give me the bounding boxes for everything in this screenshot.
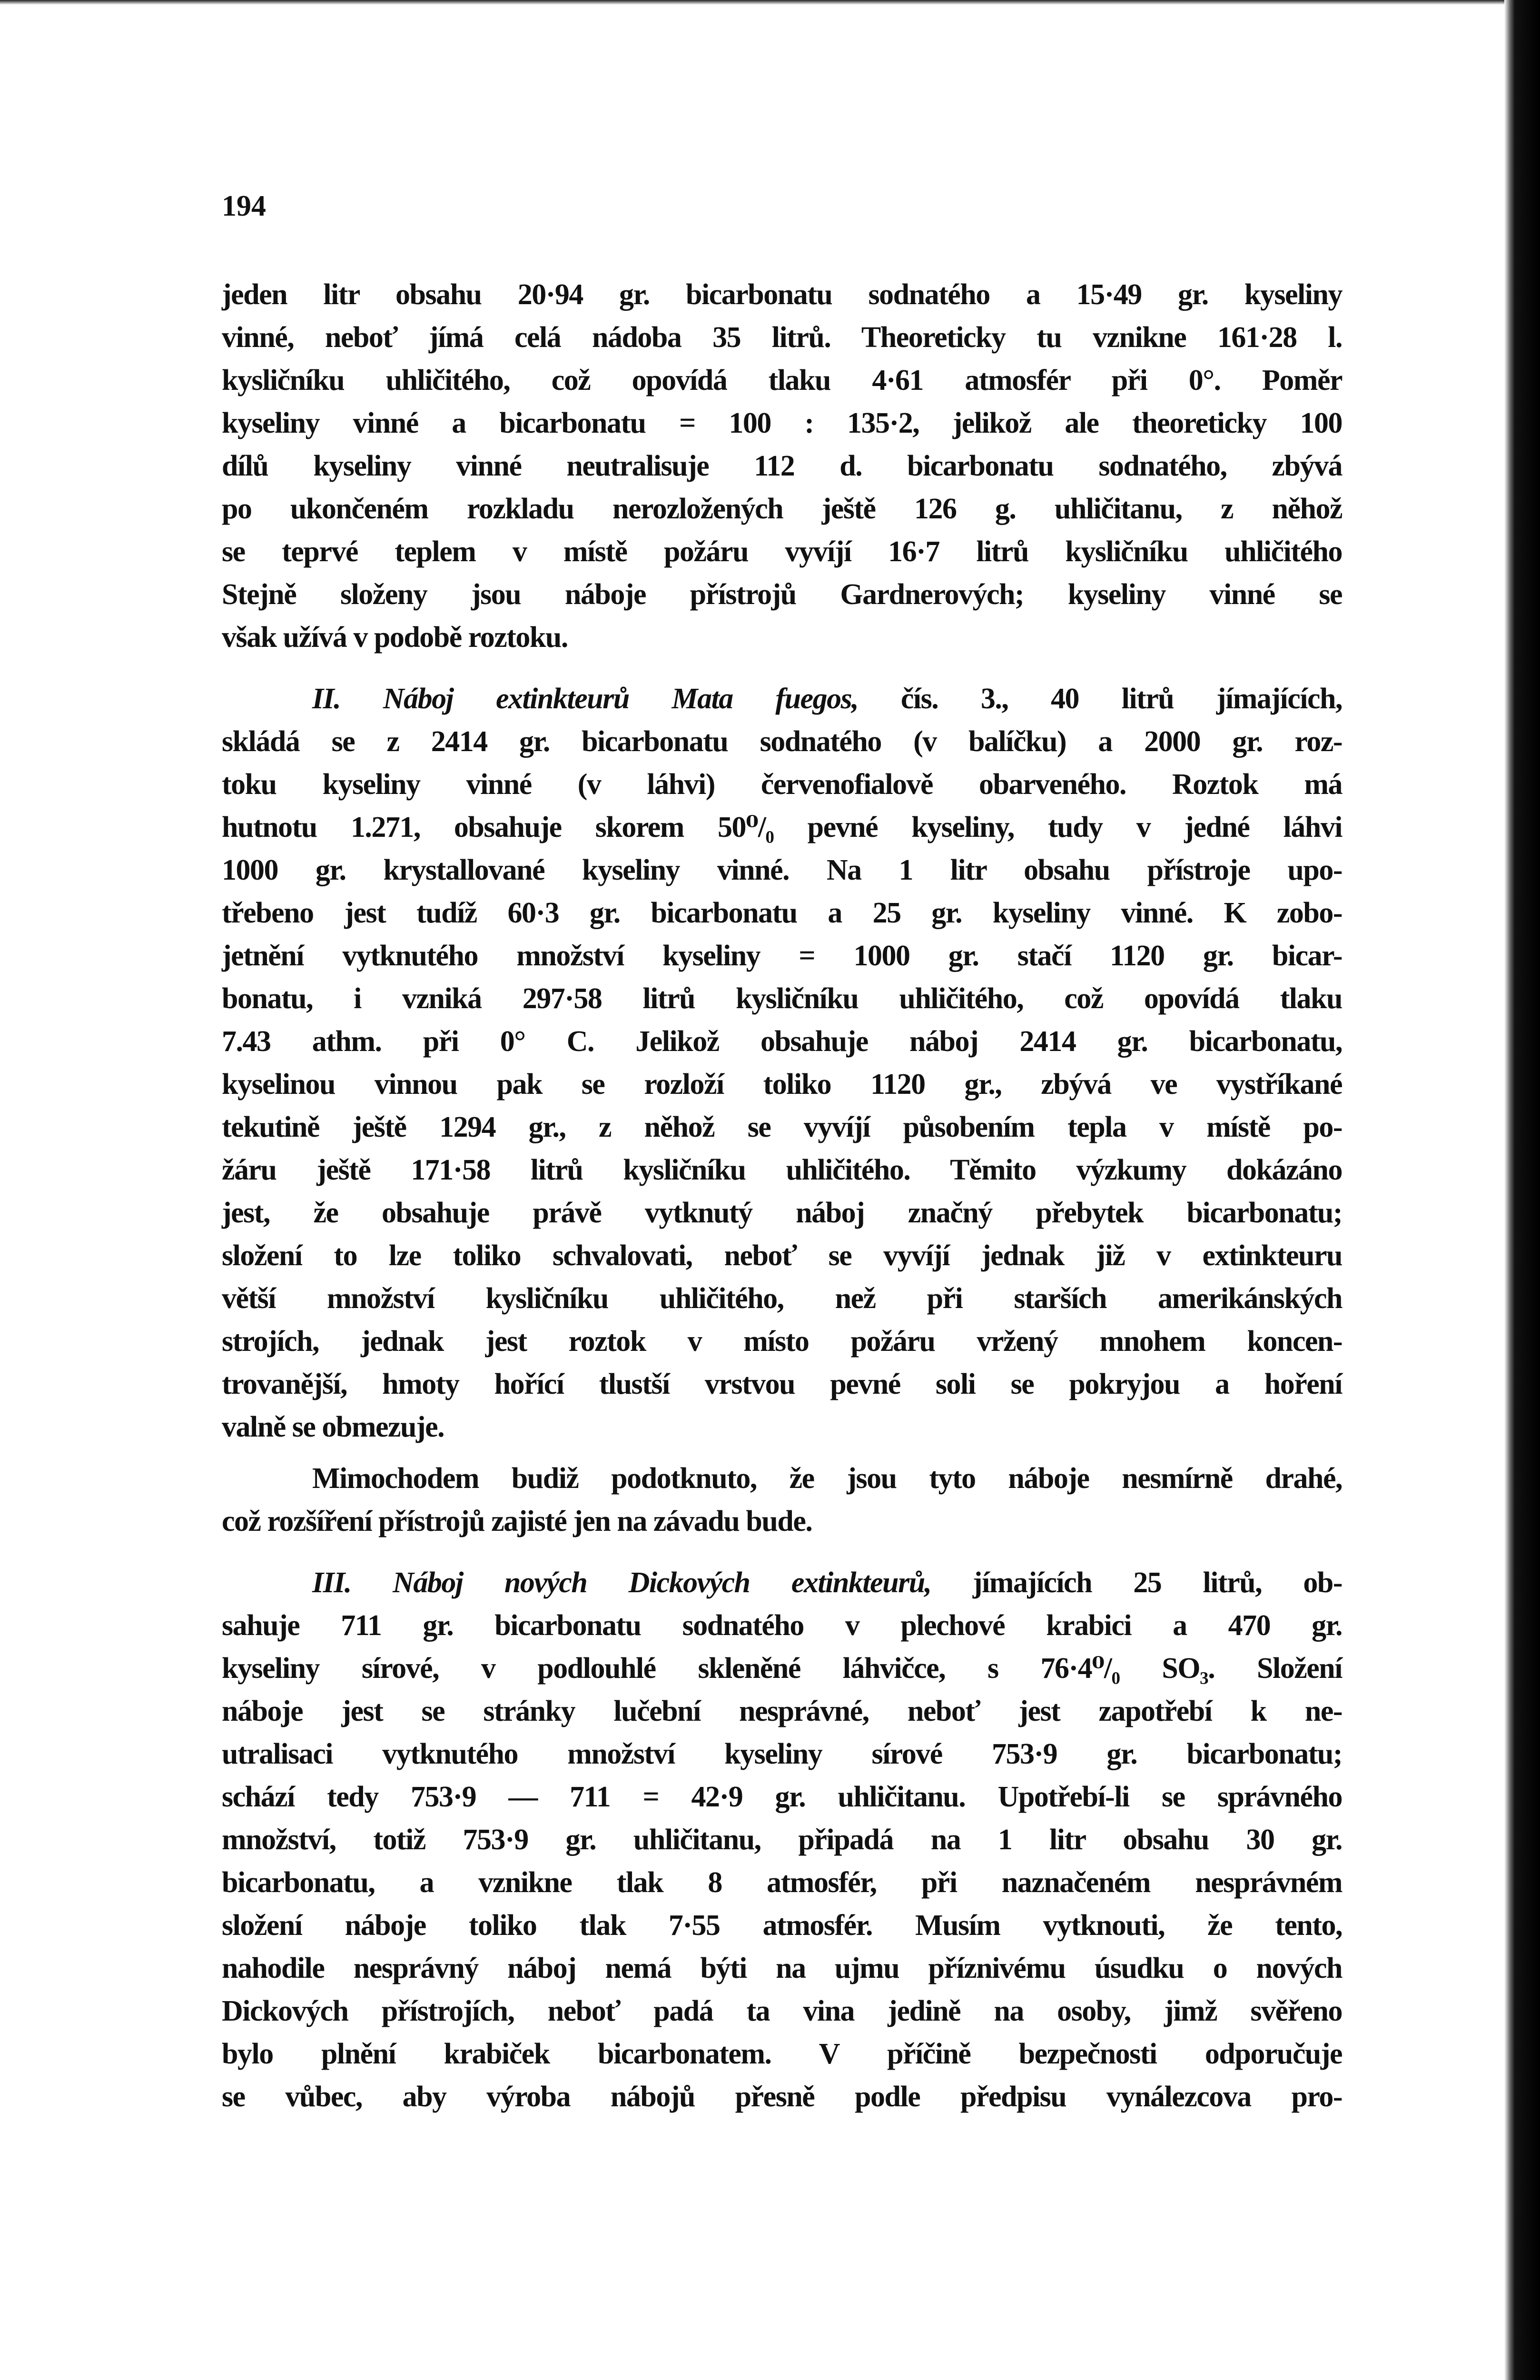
text-line: vinné, neboť jímá celá nádoba 35 litrů. Theoreticky tu vznikne 161·28 l. <box>222 321 1342 354</box>
text-line: toku kyseliny vinné (v láhvi) červenofialově obarveného. Roztok má <box>222 768 1342 801</box>
text-line: valně se obmezuje. <box>222 1411 444 1443</box>
text-line: schází tedy 753·9 — 711 = 42·9 gr. uhličitanu. Upotřebí-li se správného <box>222 1781 1342 1813</box>
italic-heading: III. Náboj nových Dickových extinkteurů, <box>312 1567 931 1599</box>
italic-heading: II. Náboj extinkteurů Mata fuegos, <box>312 683 859 715</box>
line-text: jímajících 25 litrů, ob- <box>931 1567 1342 1599</box>
text-line: se vůbec, aby výroba nábojů přesně podle předpisu vynálezcova pro- <box>222 2081 1342 2113</box>
text-line: množství, totiž 753·9 gr. uhličitanu, připadá na 1 litr obsahu 30 gr. <box>222 1824 1342 1856</box>
text-line: větší množství kysličníku uhličitého, než při starších amerikánských <box>222 1282 1342 1315</box>
text-line: náboje jest se stránky lučební nesprávné, neboť jest zapotřebí k ne- <box>222 1695 1342 1727</box>
text-line: trovanější, hmoty hořící tlustší vrstvou pevné soli se pokryjou a hoření <box>222 1368 1342 1400</box>
body-text <box>222 273 1342 2118</box>
text-line: strojích, jednak jest roztok v místo požáru vržený mnohem koncen- <box>222 1325 1342 1358</box>
text-line: složení náboje toliko tlak 7·55 atmosfér. Musím vytknouti, že tento, <box>222 1909 1342 1942</box>
paragraph <box>222 273 1342 659</box>
text-line <box>222 1561 1342 1604</box>
text-line: 1000 gr. krystallované kyseliny vinné. Na 1 litr obsahu přístroje upo- <box>222 854 1342 886</box>
scan-top-edge <box>0 0 1509 5</box>
text-line: po ukončeném rozkladu nerozložených ještě 126 g. uhličitanu, z něhož <box>222 493 1342 525</box>
text-line: bicarbonatu, a vznikne tlak 8 atmosfér, při naznačeném nesprávném <box>222 1866 1342 1899</box>
text-line: hutnotu 1.271, obsahuje skorem 50⁰/₀ pevné kyseliny, tudy v jedné láhvi <box>222 811 1342 843</box>
text-line: nahodile nesprávný náboj nemá býti na ujmu příznivému úsudku o nových <box>222 1952 1342 1984</box>
text-line: což rozšíření přístrojů zajisté jen na závadu bude. <box>222 1505 812 1537</box>
text-line <box>222 677 1342 720</box>
text-line: skládá se z 2414 gr. bicarbonatu sodnatého (v balíčku) a 2000 gr. roz- <box>222 725 1342 758</box>
paragraph <box>222 1561 1342 2118</box>
text-line: třebeno jest tudíž 60·3 gr. bicarbonatu a 25 gr. kyseliny vinné. K zobo- <box>222 897 1342 929</box>
text-line: sahuje 711 gr. bicarbonatu sodnatého v plechové krabici a 470 gr. <box>222 1609 1342 1642</box>
page-number: 194 <box>222 190 266 222</box>
text-line: jeden litr obsahu 20·94 gr. bicarbonatu sodnatého a 15·49 gr. kyseliny <box>222 278 1342 311</box>
text-line: tekutině ještě 1294 gr., z něhož se vyvíjí působením tepla v místě po- <box>222 1111 1342 1143</box>
text-line: žáru ještě 171·58 litrů kysličníku uhličitého. Těmito výzkumy dokázáno <box>222 1154 1342 1186</box>
text-line: však užívá v podobě roztoku. <box>222 621 568 654</box>
text-line: Mimochodem budiž podotknuto, že jsou tyto náboje nesmírně drahé, <box>312 1462 1342 1495</box>
text-line: jest, že obsahuje právě vytknutý náboj značný přebytek bicarbonatu; <box>222 1197 1342 1229</box>
text-line: Stejně složeny jsou náboje přístrojů Gardnerových; kyseliny vinné se <box>222 578 1342 611</box>
paragraph <box>222 1457 1342 1543</box>
text-line: dílů kyseliny vinné neutralisuje 112 d. bicarbonatu sodnatého, zbývá <box>222 450 1342 482</box>
text-line: kyselinou vinnou pak se rozloží toliko 1120 gr., zbývá ve vystříkané <box>222 1068 1342 1101</box>
text-line: utralisaci vytknutého množství kyseliny sírové 753·9 gr. bicarbonatu; <box>222 1738 1342 1770</box>
text-line: bylo plnění krabiček bicarbonatem. V příčině bezpečnosti odporučuje <box>222 2038 1342 2070</box>
text-line: 7.43 athm. při 0° C. Jelikož obsahuje náboj 2414 gr. bicarbonatu, <box>222 1025 1342 1058</box>
line-text: čís. 3., 40 litrů jímajících, <box>858 683 1343 715</box>
text-line: se teprvé teplem v místě požáru vyvíjí 16·7 litrů kysličníku uhličitého <box>222 536 1342 568</box>
text-line: bonatu, i vzniká 297·58 litrů kysličníku uhličitého, což opovídá tlaku <box>222 982 1342 1015</box>
text-line: kysličníku uhličitého, což opovídá tlaku 4·61 atmosfér při 0°. Poměr <box>222 364 1342 397</box>
text-line: složení to lze toliko schvalovati, neboť se vyvíjí jednak již v extinkteuru <box>222 1240 1342 1272</box>
text-line: kyseliny sírové, v podlouhlé skleněné láhvičce, s 76·4⁰/₀ SO₃. Složení <box>222 1652 1342 1685</box>
text-line: kyseliny vinné a bicarbonatu = 100 : 135·2, jelikož ale theoreticky 100 <box>222 407 1342 439</box>
text-line: jetnění vytknutého množství kyseliny = 1000 gr. stačí 1120 gr. bicar- <box>222 940 1342 972</box>
text-line: Dickových přístrojích, neboť padá ta vina jedině na osoby, jimž svěřeno <box>222 1995 1342 2027</box>
scan-right-edge <box>1504 0 1540 2380</box>
paragraph <box>222 677 1342 1448</box>
